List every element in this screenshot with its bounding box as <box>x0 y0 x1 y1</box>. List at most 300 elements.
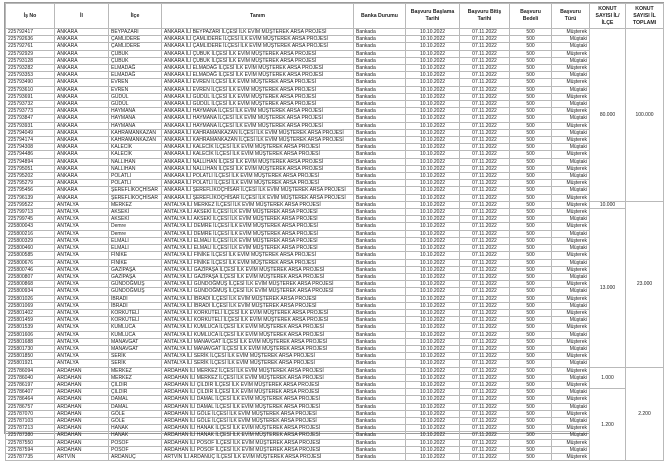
spreadsheet-table <box>4 2 664 460</box>
cell-banka-durumu: Bankada <box>354 252 406 259</box>
cell-tanim: ANTALYA İLİ MANAVGAT İLÇESİ İLK EVİM MÜŞTEREK ARSA PROJESİ <box>162 338 354 345</box>
table-row <box>6 137 664 144</box>
cell-basvuru-baslama: 10.10.2022 <box>406 50 460 57</box>
cell-il: ANKARA <box>55 151 109 158</box>
cell-tanim: ANKARA İLİ ÇUBUK İLÇESİ İLK EVİM MÜŞTEREK ARSA PROJESİ <box>162 57 354 64</box>
cell-basvuru-bitis: 07.11.2022 <box>460 72 510 79</box>
cell-basvuru-bitis: 07.11.2022 <box>460 345 510 352</box>
cell-banka-durumu: Bankada <box>354 216 406 223</box>
cell-il: ANTALYA <box>55 345 109 352</box>
cell-tanim: ARDAHAN İLİ DAMAL İLÇESİ İLK EVİM MÜŞTEREK ARSA PROJESİ <box>162 403 354 410</box>
cell-is-no: 225800460 <box>6 245 55 252</box>
cell-tanim: ANKARA İLİ KAHRAMANKAZAN İLÇESİ İLK EVİM MÜŞTEREK ARSA PROJESİ <box>162 129 354 136</box>
cell-is-no: 225801921 <box>6 360 55 367</box>
cell-basvuru-turu: Müşterek <box>552 108 590 115</box>
cell-basvuru-turu: Müşterek <box>552 324 590 331</box>
cell-tanim: ANKARA İLİ ŞEREFLİKOÇHİSAR İLÇESİ İLK EVİM MÜŞTEREK ARSA PROJESİ <box>162 194 354 201</box>
cell-basvuru-turu: Müştaki <box>552 360 590 367</box>
cell-il: ARDAHAN <box>55 425 109 432</box>
header-basvuru-bitis: Başvuru Bitiş Tarihi <box>460 4 510 29</box>
cell-basvuru-bitis: 07.11.2022 <box>460 403 510 410</box>
cell-basvuru-turu: Müşterek <box>552 367 590 374</box>
cell-il: ANKARA <box>55 187 109 194</box>
table-row <box>6 252 664 259</box>
cell-konut-ilce: 80.000 <box>590 29 626 202</box>
cell-tanim: ANTALYA İLİ MERKEZ İLÇESİ İLK EVİM MÜŞTEREK ARSA PROJESİ <box>162 201 354 208</box>
cell-basvuru-baslama: 10.10.2022 <box>406 108 460 115</box>
cell-basvuru-turu: Müşterek <box>552 381 590 388</box>
cell-basvuru-bedeli: 500 <box>510 302 552 309</box>
cell-basvuru-turu: Müşterek <box>552 209 590 216</box>
cell-is-no: 225801606 <box>6 331 55 338</box>
cell-banka-durumu: Bankada <box>354 86 406 93</box>
cell-basvuru-turu: Müştaki <box>552 101 590 108</box>
table-row <box>6 129 664 136</box>
cell-basvuru-turu: Müşterek <box>552 410 590 417</box>
cell-basvuru-baslama: 10.10.2022 <box>406 403 460 410</box>
cell-tanim: ANTALYA İLİ KORKUTELİ İLÇESİ İLK EVİM MÜŞTEREK ARSA PROJESİ <box>162 317 354 324</box>
cell-banka-durumu: Bankada <box>354 273 406 280</box>
cell-tanim: ARTVİN İLİ ARDANUÇ İLÇESİ İLK EVİM MÜŞTEREK ARSA PROJESİ <box>162 453 354 460</box>
cell-basvuru-turu: Müşterek <box>552 396 590 403</box>
cell-basvuru-bedeli: 500 <box>510 331 552 338</box>
cell-ilce: ARDANUÇ <box>109 453 162 460</box>
cell-basvuru-bedeli: 500 <box>510 396 552 403</box>
cell-il: ANKARA <box>55 108 109 115</box>
cell-basvuru-turu: Müşterek <box>552 180 590 187</box>
cell-ilce: GÜDÜL <box>109 93 162 100</box>
cell-basvuru-bedeli: 500 <box>510 403 552 410</box>
cell-banka-durumu: Bankada <box>354 173 406 180</box>
cell-ilce: GÜNDOĞMUŞ <box>109 288 162 295</box>
cell-basvuru-bitis: 07.11.2022 <box>460 101 510 108</box>
cell-is-no: 225787594 <box>6 446 55 453</box>
cell-basvuru-turu: Müştaki <box>552 57 590 64</box>
table-row <box>6 396 664 403</box>
cell-tanim: ANKARA İLİ NALLIHAN İLÇESİ İLK EVİM MÜŞTEREK ARSA PROJESİ <box>162 158 354 165</box>
cell-is-no: 225801539 <box>6 324 55 331</box>
cell-basvuru-bitis: 07.11.2022 <box>460 115 510 122</box>
cell-banka-durumu: Bankada <box>354 381 406 388</box>
header-basvuru-turu: Başvuru Türü <box>552 4 590 29</box>
cell-banka-durumu: Bankada <box>354 439 406 446</box>
cell-basvuru-bedeli: 500 <box>510 101 552 108</box>
cell-basvuru-baslama: 10.10.2022 <box>406 223 460 230</box>
cell-basvuru-baslama: 10.10.2022 <box>406 295 460 302</box>
cell-banka-durumu: Bankada <box>354 144 406 151</box>
cell-banka-durumu: Bankada <box>354 180 406 187</box>
header-il: İl <box>55 4 109 29</box>
cell-is-no: 225801688 <box>6 338 55 345</box>
cell-tanim: ANTALYA İLİ ELMALI İLÇESİ İLK EVİM MÜŞTEREK ARSA PROJESİ <box>162 237 354 244</box>
table-row <box>6 79 664 86</box>
cell-il: ANKARA <box>55 86 109 93</box>
cell-tanim: ANTALYA İLİ DEMRE İLÇESİ İLK EVİM MÜŞTEREK ARSA PROJESİ <box>162 223 354 230</box>
table-row <box>6 101 664 108</box>
cell-basvuru-bedeli: 500 <box>510 281 552 288</box>
table-row <box>6 36 664 43</box>
cell-tanim: ANKARA İLİ EVREN İLÇESİ İLK EVİM MÜŞTEREK ARSA PROJESİ <box>162 86 354 93</box>
cell-il: ANKARA <box>55 122 109 129</box>
cell-is-no: 225801459 <box>6 317 55 324</box>
cell-ilce: ELMADAĞ <box>109 65 162 72</box>
cell-banka-durumu: Bankada <box>354 417 406 424</box>
cell-ilce: HANAK <box>109 432 162 439</box>
housing-project-table <box>5 3 664 461</box>
cell-basvuru-bitis: 07.11.2022 <box>460 367 510 374</box>
cell-basvuru-turu: Müşterek <box>552 122 590 129</box>
cell-is-no: 225799713 <box>6 209 55 216</box>
cell-tanim: ANKARA İLİ ELMADAĞ İLÇESİ İLK EVİM MÜŞTEREK ARSA PROJESİ <box>162 65 354 72</box>
cell-tanim: ARDAHAN İLİ MERKEZ İLÇESİ İLK EVİM MÜŞTEREK ARSA PROJESİ <box>162 374 354 381</box>
cell-tanim: ARDAHAN İLİ POSOF İLÇESİ İLK EVİM MÜŞTEREK ARSA PROJESİ <box>162 446 354 453</box>
cell-basvuru-bedeli: 500 <box>510 144 552 151</box>
cell-basvuru-baslama: 10.10.2022 <box>406 389 460 396</box>
cell-basvuru-turu: Müşterek <box>552 137 590 144</box>
cell-banka-durumu: Bankada <box>354 367 406 374</box>
cell-banka-durumu: Bankada <box>354 317 406 324</box>
cell-basvuru-baslama: 10.10.2022 <box>406 79 460 86</box>
cell-basvuru-baslama: 10.10.2022 <box>406 194 460 201</box>
cell-is-no: 225800807 <box>6 273 55 280</box>
header-basvuru-bedeli: Başvuru Bedeli <box>510 4 552 29</box>
cell-is-no: 225787380 <box>6 432 55 439</box>
cell-is-no: 225786464 <box>6 396 55 403</box>
cell-ilce: BEYPAZARI <box>109 29 162 36</box>
cell-basvuru-turu: Müştaki <box>552 158 590 165</box>
cell-il: ARDAHAN <box>55 417 109 424</box>
table-row <box>6 50 664 57</box>
cell-tanim: ANTALYA İLİ FİNİKE İLÇESİ İLK EVİM MÜŞTEREK ARSA PROJESİ <box>162 259 354 266</box>
cell-is-no: 225801402 <box>6 309 55 316</box>
cell-basvuru-bedeli: 500 <box>510 324 552 331</box>
cell-basvuru-bitis: 07.11.2022 <box>460 266 510 273</box>
cell-banka-durumu: Bankada <box>354 165 406 172</box>
cell-basvuru-bitis: 07.11.2022 <box>460 281 510 288</box>
cell-ilce: HANAK <box>109 425 162 432</box>
cell-ilce: GAZİPAŞA <box>109 273 162 280</box>
cell-basvuru-bitis: 07.11.2022 <box>460 417 510 424</box>
cell-basvuru-bedeli: 500 <box>510 266 552 273</box>
cell-basvuru-bitis: 07.11.2022 <box>460 353 510 360</box>
cell-basvuru-turu: Müşterek <box>552 338 590 345</box>
cell-basvuru-bitis: 07.11.2022 <box>460 252 510 259</box>
cell-basvuru-bedeli: 500 <box>510 417 552 424</box>
cell-banka-durumu: Bankada <box>354 137 406 144</box>
cell-basvuru-baslama: 10.10.2022 <box>406 72 460 79</box>
cell-ilce: ÇUBUK <box>109 50 162 57</box>
cell-basvuru-baslama: 10.10.2022 <box>406 439 460 446</box>
cell-basvuru-turu: Müştaki <box>552 144 590 151</box>
cell-basvuru-bedeli: 500 <box>510 43 552 50</box>
cell-ilce: POLATLI <box>109 180 162 187</box>
cell-basvuru-bitis: 07.11.2022 <box>460 43 510 50</box>
cell-ilce: KAHRAMANKAZAN <box>109 129 162 136</box>
cell-basvuru-bedeli: 500 <box>510 180 552 187</box>
cell-il: ANTALYA <box>55 281 109 288</box>
cell-tanim: ARDAHAN İLİ HANAK İLÇESİ İLK EVİM MÜŞTEREK ARSA PROJESİ <box>162 432 354 439</box>
cell-basvuru-bitis: 07.11.2022 <box>460 180 510 187</box>
cell-basvuru-bitis: 07.11.2022 <box>460 389 510 396</box>
cell-ilce: FİNİKE <box>109 252 162 259</box>
cell-basvuru-bedeli: 500 <box>510 252 552 259</box>
cell-is-no: 225793490 <box>6 79 55 86</box>
cell-tanim: ANKARA İLİ ELMADAĞ İLÇESİ İLK EVİM MÜŞTEREK ARSA PROJESİ <box>162 72 354 79</box>
cell-il: ANTALYA <box>55 295 109 302</box>
cell-basvuru-bitis: 07.11.2022 <box>460 432 510 439</box>
cell-tanim: ANTALYA İLİ İBRADI İLÇESİ İLK EVİM MÜŞTEREK ARSA PROJESİ <box>162 295 354 302</box>
cell-ilce: AKSEKİ <box>109 216 162 223</box>
cell-is-no: 225792929 <box>6 50 55 57</box>
cell-basvuru-bitis: 07.11.2022 <box>460 295 510 302</box>
cell-tanim: ARDAHAN İLİ GÖLE İLÇESİ İLK EVİM MÜŞTEREK ARSA PROJESİ <box>162 410 354 417</box>
cell-basvuru-bitis: 07.11.2022 <box>460 237 510 244</box>
cell-basvuru-baslama: 10.10.2022 <box>406 331 460 338</box>
cell-banka-durumu: Bankada <box>354 453 406 460</box>
cell-banka-durumu: Bankada <box>354 29 406 36</box>
cell-banka-durumu: Bankada <box>354 209 406 216</box>
cell-basvuru-turu: Müştaki <box>552 72 590 79</box>
cell-il: ANKARA <box>55 43 109 50</box>
cell-banka-durumu: Bankada <box>354 410 406 417</box>
cell-banka-durumu: Bankada <box>354 446 406 453</box>
cell-tanim: ANTALYA İLİ SERİK İLÇESİ İLK EVİM MÜŞTEREK ARSA PROJESİ <box>162 360 354 367</box>
cell-is-no: 225793128 <box>6 57 55 64</box>
cell-ilce: EVREN <box>109 79 162 86</box>
cell-is-no: 225794174 <box>6 137 55 144</box>
cell-basvuru-baslama: 10.10.2022 <box>406 209 460 216</box>
cell-basvuru-turu: Müştaki <box>552 302 590 309</box>
cell-basvuru-bitis: 07.11.2022 <box>460 65 510 72</box>
cell-basvuru-baslama: 10.10.2022 <box>406 36 460 43</box>
table-row <box>6 417 664 424</box>
cell-basvuru-baslama: 10.10.2022 <box>406 144 460 151</box>
table-row <box>6 317 664 324</box>
cell-basvuru-bitis: 07.11.2022 <box>460 201 510 208</box>
cell-basvuru-baslama: 10.10.2022 <box>406 129 460 136</box>
cell-basvuru-bitis: 07.11.2022 <box>460 223 510 230</box>
cell-ilce: GÜDÜL <box>109 101 162 108</box>
cell-basvuru-turu: Müştaki <box>552 129 590 136</box>
table-row <box>6 309 664 316</box>
cell-tanim: ANKARA İLİ BEYPAZARI İLÇESİ İLK EVİM MÜŞTEREK ARSA PROJESİ <box>162 29 354 36</box>
cell-basvuru-bedeli: 500 <box>510 410 552 417</box>
cell-il: ANKARA <box>55 72 109 79</box>
table-row <box>6 93 664 100</box>
cell-basvuru-bitis: 07.11.2022 <box>460 338 510 345</box>
table-row <box>6 302 664 309</box>
cell-ilce: KALECİK <box>109 151 162 158</box>
header-is-no: İş No <box>6 4 55 29</box>
cell-basvuru-bedeli: 500 <box>510 65 552 72</box>
cell-banka-durumu: Bankada <box>354 396 406 403</box>
cell-il: ANKARA <box>55 79 109 86</box>
cell-basvuru-baslama: 10.10.2022 <box>406 216 460 223</box>
cell-tanim: ARDAHAN İLİ POSOF İLÇESİ İLK EVİM MÜŞTEREK ARSA PROJESİ <box>162 439 354 446</box>
cell-il: ARDAHAN <box>55 432 109 439</box>
table-row <box>6 86 664 93</box>
cell-basvuru-bedeli: 500 <box>510 360 552 367</box>
cell-ilce: ELMADAĞ <box>109 72 162 79</box>
cell-banka-durumu: Bankada <box>354 72 406 79</box>
cell-basvuru-bedeli: 500 <box>510 288 552 295</box>
cell-is-no: 225794049 <box>6 129 55 136</box>
cell-il: ARDAHAN <box>55 439 109 446</box>
cell-basvuru-bitis: 07.11.2022 <box>460 446 510 453</box>
cell-tanim: ANKARA İLİ HAYMANA İLÇESİ İLK EVİM MÜŞTEREK ARSA PROJESİ <box>162 108 354 115</box>
cell-basvuru-baslama: 10.10.2022 <box>406 345 460 352</box>
cell-tanim: ANKARA İLİ ÇUBUK İLÇESİ İLK EVİM MÜŞTEREK ARSA PROJESİ <box>162 50 354 57</box>
cell-basvuru-bitis: 07.11.2022 <box>460 259 510 266</box>
cell-il: ANTALYA <box>55 273 109 280</box>
cell-il: ANKARA <box>55 158 109 165</box>
cell-ilce: HAYMANA <box>109 122 162 129</box>
cell-banka-durumu: Bankada <box>354 389 406 396</box>
cell-basvuru-baslama: 10.10.2022 <box>406 381 460 388</box>
cell-is-no: 225792417 <box>6 29 55 36</box>
cell-il: ANTALYA <box>55 223 109 230</box>
cell-basvuru-baslama: 10.10.2022 <box>406 29 460 36</box>
cell-basvuru-bedeli: 500 <box>510 158 552 165</box>
header-basvuru-baslama: Başvuru Başlama Tarihi <box>406 4 460 29</box>
cell-basvuru-bitis: 07.11.2022 <box>460 173 510 180</box>
cell-il: ANTALYA <box>55 302 109 309</box>
cell-basvuru-bitis: 07.11.2022 <box>460 57 510 64</box>
cell-ilce: ÇUBUK <box>109 57 162 64</box>
cell-basvuru-bedeli: 500 <box>510 108 552 115</box>
cell-il: ANTALYA <box>55 331 109 338</box>
cell-il: ANKARA <box>55 194 109 201</box>
cell-tanim: ANTALYA İLİ İBRADI İLÇESİ İLK EVİM MÜŞTEREK ARSA PROJESİ <box>162 302 354 309</box>
cell-is-no: 225792636 <box>6 36 55 43</box>
cell-banka-durumu: Bankada <box>354 403 406 410</box>
cell-basvuru-baslama: 10.10.2022 <box>406 259 460 266</box>
cell-basvuru-bedeli: 500 <box>510 187 552 194</box>
cell-basvuru-turu: Müşterek <box>552 201 590 208</box>
table-row <box>6 403 664 410</box>
cell-is-no: 225800676 <box>6 259 55 266</box>
cell-banka-durumu: Bankada <box>354 374 406 381</box>
table-body <box>6 29 664 461</box>
cell-il: ANKARA <box>55 115 109 122</box>
cell-basvuru-bedeli: 500 <box>510 29 552 36</box>
table-row <box>6 43 664 50</box>
cell-tanim: ANKARA İLİ ŞEREFLİKOÇHİSAR İLÇESİ İLK EVİM MÜŞTEREK ARSA PROJESİ <box>162 187 354 194</box>
cell-tanim: ANKARA İLİ ÇAMLIDERE İLÇESİ İLK EVİM MÜŞTEREK ARSA PROJESİ <box>162 43 354 50</box>
cell-banka-durumu: Bankada <box>354 295 406 302</box>
cell-il: ANTALYA <box>55 338 109 345</box>
cell-basvuru-bedeli: 500 <box>510 151 552 158</box>
cell-basvuru-baslama: 10.10.2022 <box>406 446 460 453</box>
cell-basvuru-bedeli: 500 <box>510 122 552 129</box>
cell-basvuru-turu: Müşterek <box>552 295 590 302</box>
cell-basvuru-baslama: 10.10.2022 <box>406 425 460 432</box>
cell-basvuru-bedeli: 500 <box>510 36 552 43</box>
cell-basvuru-turu: Müşterek <box>552 65 590 72</box>
cell-basvuru-bedeli: 500 <box>510 86 552 93</box>
cell-il: ANTALYA <box>55 252 109 259</box>
cell-is-no: 225786040 <box>6 374 55 381</box>
cell-is-no: 225793847 <box>6 115 55 122</box>
cell-tanim: ARDAHAN İLİ ÇILDIR İLÇESİ İLK EVİM MÜŞTEREK ARSA PROJESİ <box>162 381 354 388</box>
cell-is-no: 225800746 <box>6 266 55 273</box>
cell-banka-durumu: Bankada <box>354 331 406 338</box>
cell-ilce: MANAVGAT <box>109 345 162 352</box>
cell-il: ARDAHAN <box>55 381 109 388</box>
table-row <box>6 453 664 460</box>
cell-basvuru-bedeli: 500 <box>510 432 552 439</box>
header-konut-toplam: KONUT SAYISI İL TOPLAMI <box>626 4 664 29</box>
cell-basvuru-bedeli: 500 <box>510 209 552 216</box>
cell-ilce: MERKEZ <box>109 201 162 208</box>
cell-basvuru-turu: Müşterek <box>552 353 590 360</box>
cell-banka-durumu: Bankada <box>354 237 406 244</box>
cell-ilce: KALECİK <box>109 144 162 151</box>
cell-basvuru-bedeli: 500 <box>510 367 552 374</box>
cell-basvuru-turu: Müştaki <box>552 86 590 93</box>
cell-ilce: ELMALI <box>109 245 162 252</box>
cell-is-no: 225800043 <box>6 223 55 230</box>
cell-basvuru-bedeli: 500 <box>510 165 552 172</box>
cell-is-no: 225787213 <box>6 425 55 432</box>
cell-basvuru-bitis: 07.11.2022 <box>460 453 510 460</box>
cell-banka-durumu: Bankada <box>354 266 406 273</box>
cell-tanim: ANKARA İLİ POLATLI İLÇESİ İLK EVİM MÜŞTEREK ARSA PROJESİ <box>162 173 354 180</box>
cell-basvuru-turu: Müştaki <box>552 273 590 280</box>
cell-is-no: 225800216 <box>6 230 55 237</box>
cell-ilce: NALLIHAN <box>109 165 162 172</box>
cell-basvuru-turu: Müştaki <box>552 173 590 180</box>
cell-basvuru-baslama: 10.10.2022 <box>406 245 460 252</box>
cell-ilce: POSOF <box>109 439 162 446</box>
cell-basvuru-baslama: 10.10.2022 <box>406 57 460 64</box>
cell-basvuru-baslama: 10.10.2022 <box>406 122 460 129</box>
cell-is-no: 225792761 <box>6 43 55 50</box>
cell-basvuru-bitis: 07.11.2022 <box>460 50 510 57</box>
cell-basvuru-bedeli: 500 <box>510 50 552 57</box>
cell-basvuru-baslama: 10.10.2022 <box>406 180 460 187</box>
cell-basvuru-baslama: 10.10.2022 <box>406 115 460 122</box>
cell-banka-durumu: Bankada <box>354 230 406 237</box>
cell-is-no: 225787070 <box>6 410 55 417</box>
cell-is-no: 225800585 <box>6 252 55 259</box>
cell-banka-durumu: Bankada <box>354 101 406 108</box>
cell-basvuru-bedeli: 500 <box>510 57 552 64</box>
cell-banka-durumu: Bankada <box>354 201 406 208</box>
cell-basvuru-bedeli: 500 <box>510 345 552 352</box>
cell-basvuru-baslama: 10.10.2022 <box>406 324 460 331</box>
cell-banka-durumu: Bankada <box>354 79 406 86</box>
cell-tanim: ANKARA İLİ KALECİK İLÇESİ İLK EVİM MÜŞTEREK ARSA PROJESİ <box>162 144 354 151</box>
cell-basvuru-baslama: 10.10.2022 <box>406 93 460 100</box>
cell-basvuru-bitis: 07.11.2022 <box>460 410 510 417</box>
cell-tanim: ANTALYA İLİ ELMALI İLÇESİ İLK EVİM MÜŞTEREK ARSA PROJESİ <box>162 245 354 252</box>
cell-basvuru-bitis: 07.11.2022 <box>460 309 510 316</box>
table-row <box>6 173 664 180</box>
cell-basvuru-baslama: 10.10.2022 <box>406 432 460 439</box>
cell-basvuru-turu: Müşterek <box>552 223 590 230</box>
cell-ilce: ÇILDIR <box>109 389 162 396</box>
cell-basvuru-bitis: 07.11.2022 <box>460 245 510 252</box>
cell-banka-durumu: Bankada <box>354 65 406 72</box>
cell-basvuru-baslama: 10.10.2022 <box>406 410 460 417</box>
cell-banka-durumu: Bankada <box>354 194 406 201</box>
cell-ilce: ŞEREFLİKOÇHİSAR <box>109 194 162 201</box>
table-row <box>6 201 664 208</box>
cell-is-no: 225793610 <box>6 86 55 93</box>
cell-ilce: SERİK <box>109 360 162 367</box>
cell-ilce: DAMAL <box>109 403 162 410</box>
